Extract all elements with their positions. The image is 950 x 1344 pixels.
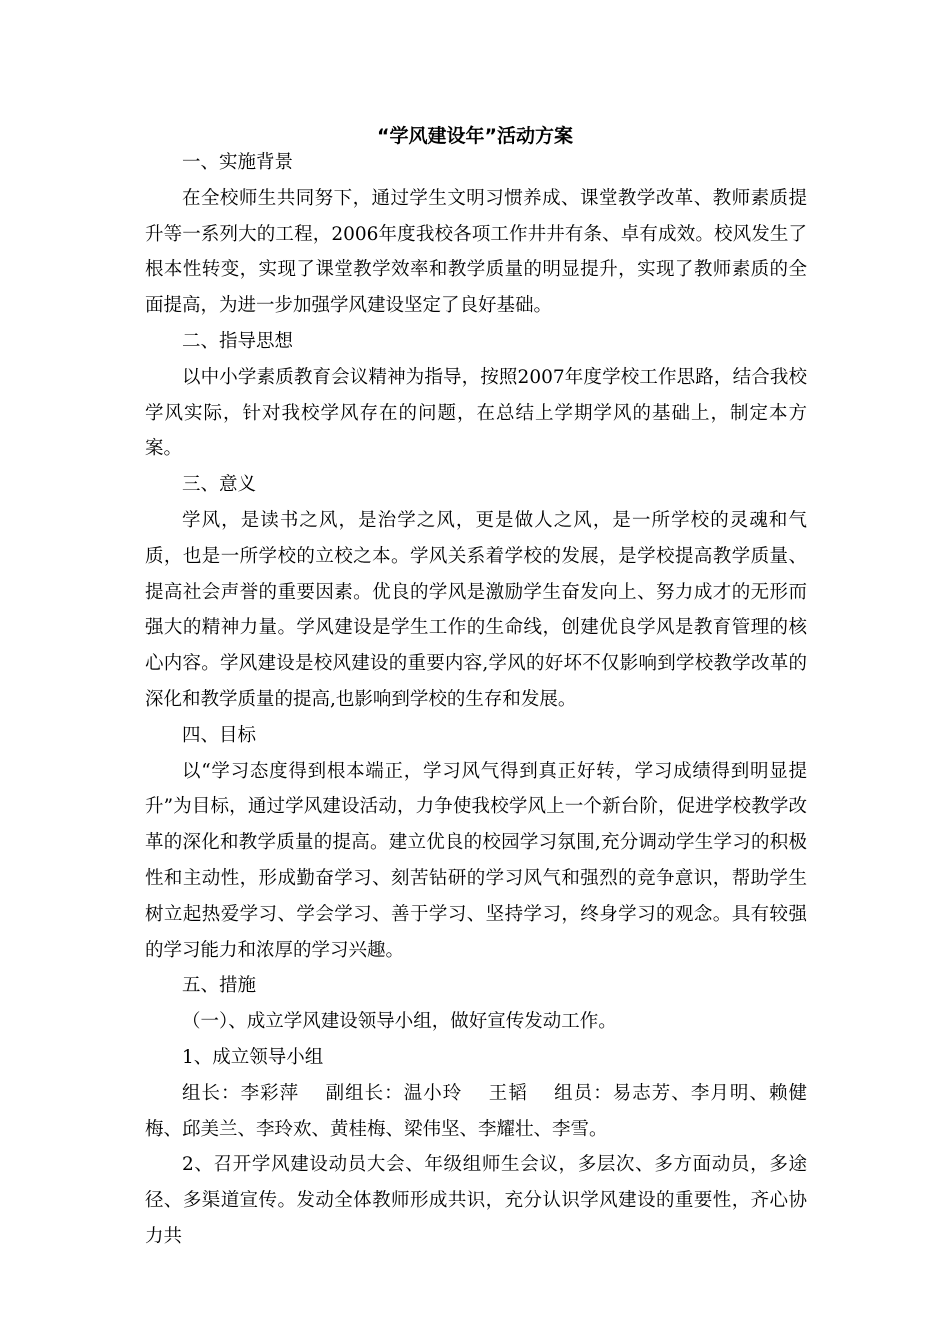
section-heading-background: 一、实施背景 bbox=[182, 152, 294, 173]
document-body bbox=[145, 145, 807, 1255]
section-heading-measures: 五、措施 bbox=[182, 975, 257, 997]
list-item-form-group: 1、成立领导小组 bbox=[182, 1046, 324, 1068]
paragraph-guiding-thought: 以中小学素质教育会议精神为指导，按照2007年度学校工作思路，结合我校学风实际，针对我校学风存在的问题，在总结上学期学风的基础上，制定本方案。 bbox=[145, 366, 807, 460]
section-heading-guiding-thought: 二、指导思想 bbox=[182, 330, 294, 352]
paragraph-members: 组长：李彩萍 副组长：温小玲 王韬 组员：易志芳、李月明、赖健梅、邱美兰、李玲欢、黄桂梅、梁伟坚、李耀壮、李雪。 bbox=[145, 1082, 807, 1140]
paragraph-background: 在全校师生共同努下，通过学生文明习惯养成、课堂教学改革、教师素质提升等一系列大的工程，2006年度我校各项工作井井有条、卓有成效。校风发生了根本性转变，实现了课堂教学效率和教学质量的明显提升，实现了教师素质的全面提高，为进一步加强学风建设坚定了良好基础。 bbox=[145, 187, 807, 317]
list-item-mobilization: 2、召开学风建设动员大会、年级组师生会议，多层次、多方面动员，多途径、多渠道宣传。发动全体教师形成共识，充分认识学风建设的重要性，齐心协力共 bbox=[145, 1154, 807, 1247]
section-heading-goals: 四、目标 bbox=[182, 724, 257, 746]
paragraph-significance: 学风，是读书之风，是治学之风，更是做人之风，是一所学校的灵魂和气质，也是一所学校的立校之本。学风关系着学校的发展，是学校提高教学质量、提高社会声誉的重要因素。优良的学风是激励学生奋发向上、努力成才的无形而强大的精神力量。学风建设是学生工作的生命线，创建优良学风是教育管理的核心内容。学风建设是校风建设的重要内容,学风的好坏不仅影响到学校教学改革的深化和教学质量的提高,也影响到学校的生存和发展。 bbox=[145, 509, 807, 710]
document-title: “学风建设年”活动方案 bbox=[377, 125, 573, 147]
paragraph-goals: 以“学习态度得到根本端正，学习风气得到真正好转，学习成绩得到明显提升”为目标，通过学风建设活动，力争使我校学风上一个新台阶，促进学校教学改革的深化和教学质量的提高。建立优良的校园学习氛围,充分调动学生学习的积极性和主动性，形成勤奋学习、刻苦钻研的学习风气和强烈的竞争意识，帮助学生树立起热爱学习、学会学习、善于学习、坚持学习，终身学习的观念。具有较强的学习能力和浓厚的学习兴趣。 bbox=[145, 760, 807, 961]
subheading-leadership-group: （一）、成立学风建设领导小组，做好宣传发动工作。 bbox=[182, 1011, 617, 1033]
section-heading-significance: 三、意义 bbox=[182, 474, 257, 496]
